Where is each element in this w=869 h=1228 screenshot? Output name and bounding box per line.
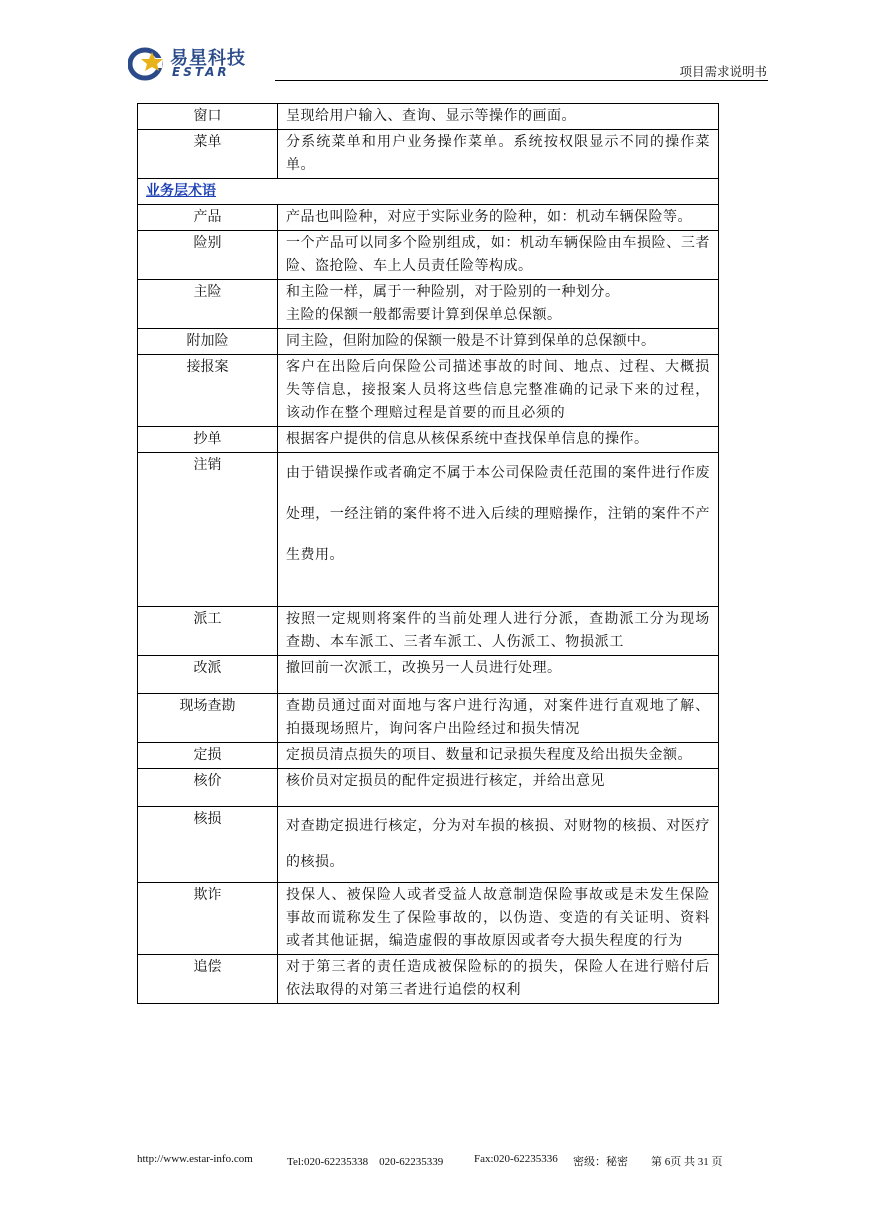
table-row — [138, 205, 719, 231]
footer-fax: Fax:020-62235336 — [474, 1153, 558, 1165]
document-title: 项目需求说明书 — [679, 64, 767, 79]
footer-tel: Tel:020-62235338 020-62235339 — [287, 1156, 444, 1168]
definition-line: 主险的保额一般都需要计算到保单总保额。 — [286, 307, 562, 323]
estar-logo-icon — [128, 44, 170, 82]
term-cell: 附加险 — [138, 329, 278, 355]
term-cell: 注销 — [138, 453, 278, 607]
term-cell: 核价 — [138, 769, 278, 807]
definition-cell: 投保人、被保险人或者受益人故意制造保险事故或是未发生保险事故而谎称发生了保险事故的，以伪造、变造的有关证明、资料或者其他证据，编造虚假的事故原因或者夸大损失程度的行为 — [278, 883, 719, 955]
section-row — [138, 179, 719, 205]
definition-cell — [278, 280, 719, 329]
table-row — [138, 607, 719, 656]
definition-cell: 对查勘定损进行核定，分为对车损的核损、对财物的核损、对医疗的核损。 — [278, 807, 719, 883]
definition-cell: 按照一定规则将案件的当前处理人进行分派，查勘派工分为现场查勘、本车派工、三者车派工、人伤派工、物损派工 — [278, 607, 719, 656]
term-cell: 欺诈 — [138, 883, 278, 955]
table-row — [138, 427, 719, 453]
term-cell: 改派 — [138, 656, 278, 694]
table-row — [138, 955, 719, 1004]
table-row — [138, 769, 719, 807]
term-cell: 抄单 — [138, 427, 278, 453]
term-cell: 产品 — [138, 205, 278, 231]
term-cell: 现场查勘 — [138, 694, 278, 743]
definition-cell: 根据客户提供的信息从核保系统中查找保单信息的操作。 — [278, 427, 719, 453]
footer-page-number: 第 6页 共 31 页 — [651, 1156, 723, 1168]
definition-cell: 一个产品可以同多个险别组成，如：机动车辆保险由车损险、三者险、盗抢险、车上人员责任险等构成。 — [278, 231, 719, 280]
definition-cell: 同主险，但附加险的保额一般是不计算到保单的总保额中。 — [278, 329, 719, 355]
term-cell: 核损 — [138, 807, 278, 883]
definition-cell: 由于错误操作或者确定不属于本公司保险责任范围的案件进行作废处理，一经注销的案件将不进入后续的理赔操作，注销的案件不产生费用。 — [278, 453, 719, 607]
term-cell: 菜单 — [138, 130, 278, 179]
table-row — [138, 355, 719, 427]
term-cell: 险别 — [138, 231, 278, 280]
definition-cell: 定损员清点损失的项目、数量和记录损失程度及给出损失金额。 — [278, 743, 719, 769]
definition-cell: 客户在出险后向保险公司描述事故的时间、地点、过程、大概损失等信息，接报案人员将这些信息完整准确的记录下来的过程，该动作在整个理赔过程是首要的而且必须的 — [278, 355, 719, 427]
footer-url[interactable]: http://www.estar-info.com — [137, 1153, 253, 1165]
term-cell: 接报案 — [138, 355, 278, 427]
definition-cell: 撤回前一次派工，改换另一人员进行处理。 — [278, 656, 719, 694]
company-logo — [128, 44, 258, 82]
term-cell: 追偿 — [138, 955, 278, 1004]
table-row — [138, 694, 719, 743]
definition-cell: 核价员对定损员的配件定损进行核定，并给出意见 — [278, 769, 719, 807]
table-row — [138, 453, 719, 607]
definition-line: 和主险一样，属于一种险别，对于险别的一种划分。 — [286, 284, 620, 300]
glossary-table — [137, 103, 719, 1004]
term-cell: 主险 — [138, 280, 278, 329]
footer-security-level: 密级：秘密 — [573, 1156, 628, 1168]
table-row — [138, 807, 719, 883]
table-row — [138, 883, 719, 955]
table-row — [138, 656, 719, 694]
table-row — [138, 231, 719, 280]
definition-cell: 查勘员通过面对面地与客户进行沟通，对案件进行直观地了解、拍摄现场照片，询问客户出险经过和损失情况 — [278, 694, 719, 743]
table-row — [138, 130, 719, 179]
table-row — [138, 743, 719, 769]
section-heading-link[interactable]: 业务层术语 — [138, 179, 719, 205]
table-row — [138, 329, 719, 355]
term-cell: 派工 — [138, 607, 278, 656]
definition-cell: 呈现给用户输入、查询、显示等操作的画面。 — [278, 104, 719, 130]
definition-cell: 分系统菜单和用户业务操作菜单。系统按权限显示不同的操作菜单。 — [278, 130, 719, 179]
definition-cell: 产品也叫险种，对应于实际业务的险种，如：机动车辆保险等。 — [278, 205, 719, 231]
term-cell: 定损 — [138, 743, 278, 769]
table-row — [138, 104, 719, 130]
table-row — [138, 280, 719, 329]
logo-english-name: ESTAR — [172, 65, 230, 79]
header-divider — [275, 80, 768, 81]
logo-chinese-name: 易星科技 — [170, 48, 246, 69]
term-cell: 窗口 — [138, 104, 278, 130]
definition-cell: 对于第三者的责任造成被保险标的的损失，保险人在进行赔付后依法取得的对第三者进行追偿的权利 — [278, 955, 719, 1004]
